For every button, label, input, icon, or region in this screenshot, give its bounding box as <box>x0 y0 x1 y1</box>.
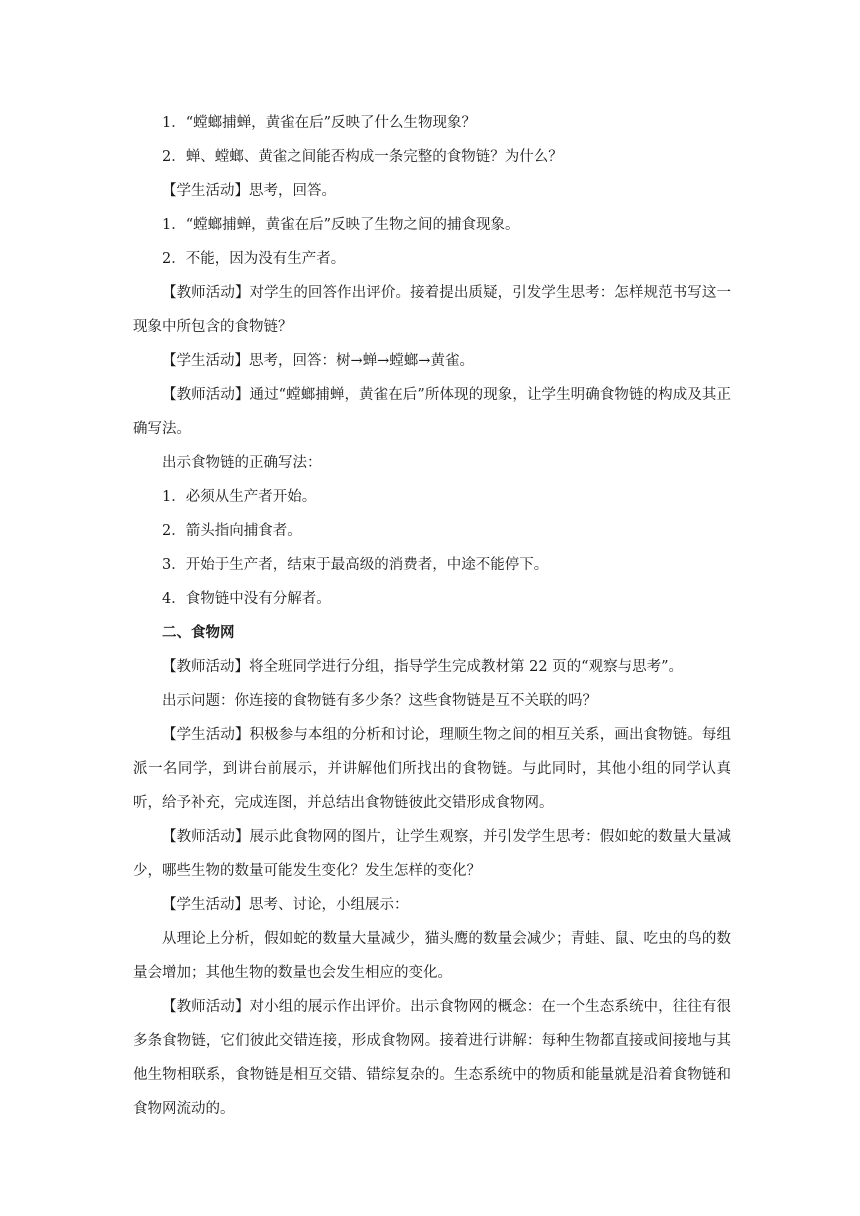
answer-2: 2．不能，因为没有生产者。 <box>162 251 346 267</box>
food-chain-rule-3: 3．开始于生产者，结束于最高级的消费者，中途不能停下。 <box>162 557 549 573</box>
question-prompt: 出示问题：你连接的食物链有多少条？这些食物链是互不关联的吗？ <box>162 693 597 709</box>
food-chain-rule-2: 2．箭头指向捕食者。 <box>162 523 302 539</box>
section-heading-food-web: 二、食物网 <box>162 625 235 641</box>
food-chain-rule-4: 4．食物链中没有分解者。 <box>162 591 331 607</box>
teacher-activity-1: 【教师活动】对学生的回答作出评价。接着提出质疑，引发学生思考：怎样规范书写这一现象中所包含的食物链？ <box>133 285 731 335</box>
food-chain-rule-1: 1．必须从生产者开始。 <box>162 489 317 505</box>
teacher-activity-2: 【教师活动】通过“螳螂捕蝉，黄雀在后”所体现的现象，让学生明确食物链的构成及其正确写法。 <box>133 387 731 437</box>
student-activity-1: 【学生活动】思考，回答。 <box>162 183 336 199</box>
answer-1: 1．“螳螂捕蝉，黄雀在后”反映了生物之间的捕食现象。 <box>162 217 520 233</box>
teacher-activity-4: 【教师活动】展示此食物网的图片，让学生观察，并引发学生思考：假如蛇的数量大量减少，哪些生物的数量可能发生变化？发生怎样的变化？ <box>133 829 731 879</box>
teacher-activity-3: 【教师活动】将全班同学进行分组，指导学生完成教材第 22 页的“观察与思考”。 <box>162 659 683 675</box>
student-activity-4: 【学生活动】思考、讨论，小组展示： <box>162 897 409 913</box>
food-chain-rules-intro: 出示食物链的正确写法： <box>162 455 322 471</box>
student-activity-2: 【学生活动】思考，回答：树→蝉→螳螂→黄雀。 <box>162 353 474 369</box>
analysis-paragraph: 从理论上分析，假如蛇的数量大量减少，猫头鹰的数量会减少；青蛙、鼠、吃虫的鸟的数量会增加；其他生物的数量也会发生相应的变化。 <box>133 931 731 981</box>
teacher-activity-5: 【教师活动】对小组的展示作出评价。出示食物网的概念：在一个生态系统中，往往有很多条食物链，它们彼此交错连接，形成食物网。接着进行讲解：每种生物都直接或间接地与其他生物相联系，食物链是相互交错、错综复杂的。生态系统中的物质和能量就是沿着食物链和食物网流动的。 <box>133 999 731 1117</box>
question-1: 1．“螳螂捕蝉，黄雀在后”反映了什么生物现象？ <box>162 115 477 131</box>
question-2: 2．蝉、螳螂、黄雀之间能否构成一条完整的食物链？为什么？ <box>162 149 563 165</box>
student-activity-3: 【学生活动】积极参与本组的分析和讨论，理顺生物之间的相互关系，画出食物链。每组派一名同学，到讲台前展示，并讲解他们所找出的食物链。与此同时，其他小组的同学认真听，给予补充，完成连图，并总结出食物链彼此交错形成食物网。 <box>133 727 731 811</box>
